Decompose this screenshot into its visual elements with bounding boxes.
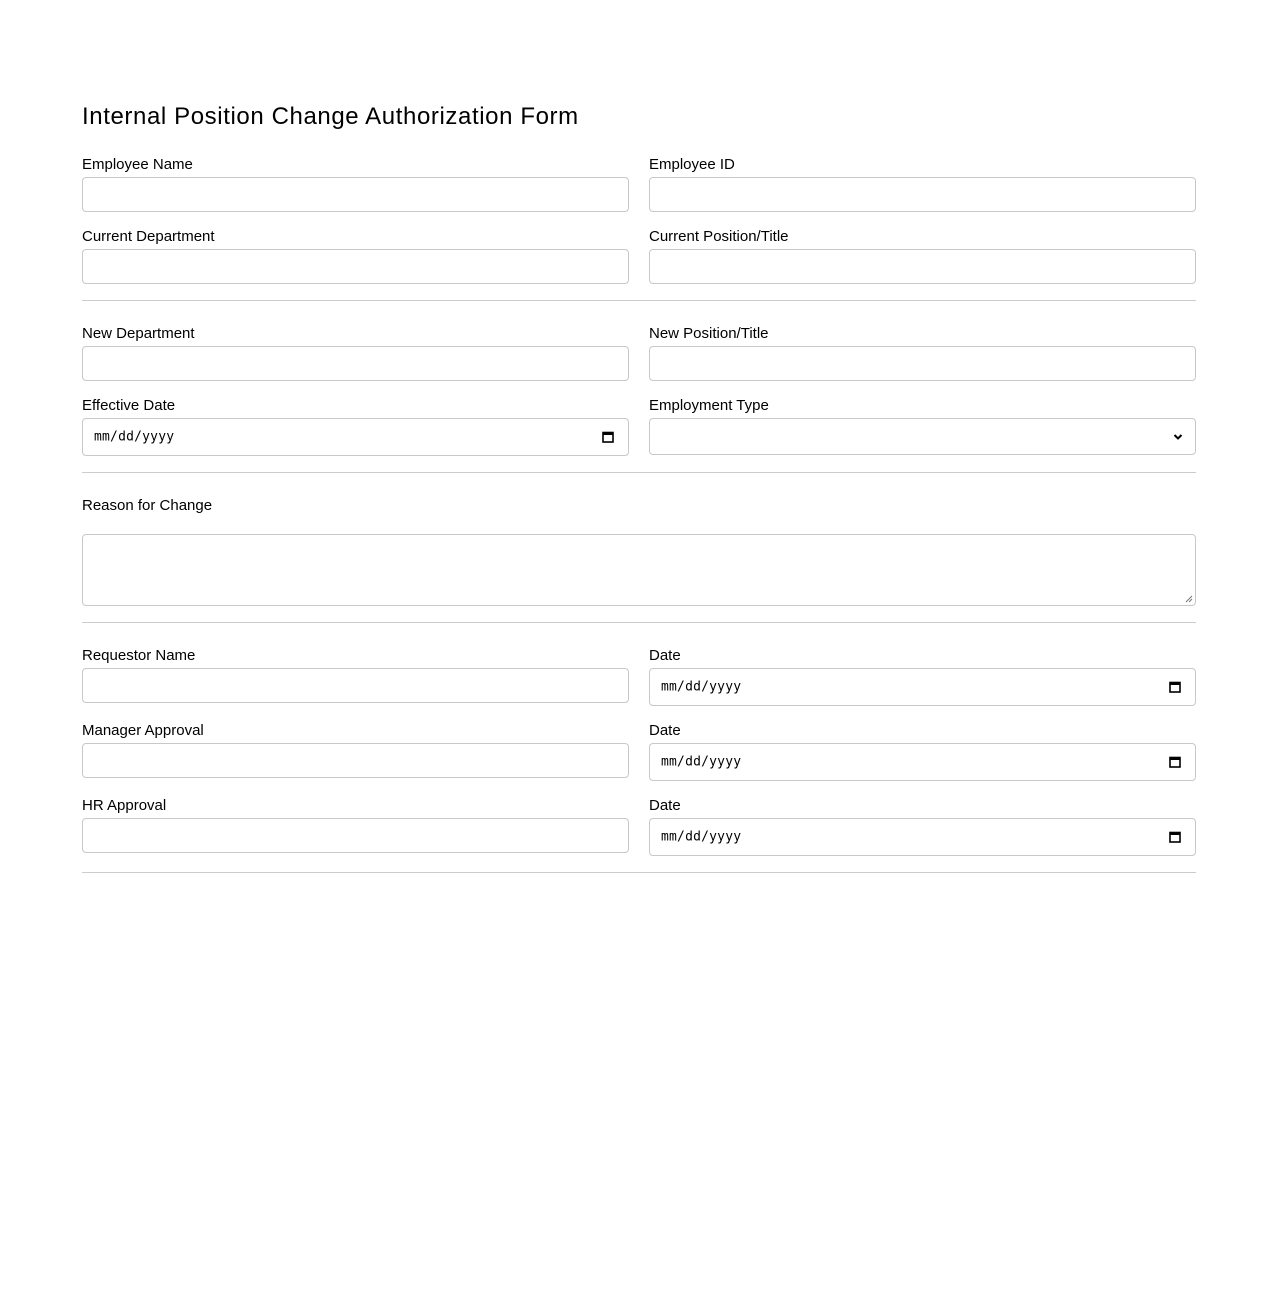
section-divider bbox=[82, 872, 1196, 873]
new-department-label: New Department bbox=[82, 325, 195, 342]
effective-date-label: Effective Date bbox=[82, 397, 176, 414]
calendar-icon[interactable] bbox=[1169, 831, 1181, 843]
reason-textarea[interactable] bbox=[82, 534, 1196, 606]
manager-date-label: Date bbox=[649, 722, 681, 739]
new-department-input[interactable] bbox=[82, 346, 629, 381]
current-position-label: Current Position/Title bbox=[649, 228, 789, 245]
calendar-icon[interactable] bbox=[1169, 756, 1181, 768]
manager-approval-input[interactable] bbox=[82, 743, 629, 778]
new-position-input[interactable] bbox=[649, 346, 1196, 381]
date-placeholder: mm/dd/yyyy bbox=[94, 429, 175, 445]
calendar-icon[interactable] bbox=[1169, 681, 1181, 693]
effective-date-input[interactable] bbox=[82, 418, 629, 456]
new-position-label: New Position/Title bbox=[649, 325, 769, 342]
requestor-name-label: Requestor Name bbox=[82, 647, 196, 664]
employment-type-select[interactable] bbox=[649, 418, 1196, 455]
employee-name-label: Employee Name bbox=[82, 156, 193, 173]
reason-label: Reason for Change bbox=[82, 497, 213, 514]
date-placeholder: mm/dd/yyyy bbox=[661, 679, 742, 695]
current-department-input[interactable] bbox=[82, 249, 629, 284]
employee-id-label: Employee ID bbox=[649, 156, 735, 173]
calendar-icon[interactable] bbox=[602, 431, 614, 443]
requestor-name-input[interactable] bbox=[82, 668, 629, 703]
requestor-date-input[interactable] bbox=[649, 668, 1196, 706]
current-position-input[interactable] bbox=[649, 249, 1196, 284]
hr-approval-label: HR Approval bbox=[82, 797, 167, 814]
hr-date-input[interactable] bbox=[649, 818, 1196, 856]
resize-handle-icon[interactable] bbox=[1185, 595, 1193, 603]
current-department-label: Current Department bbox=[82, 228, 215, 245]
manager-approval-label: Manager Approval bbox=[82, 722, 204, 739]
employee-id-input[interactable] bbox=[649, 177, 1196, 212]
manager-date-input[interactable] bbox=[649, 743, 1196, 781]
date-placeholder: mm/dd/yyyy bbox=[661, 754, 742, 770]
employee-name-input[interactable] bbox=[82, 177, 629, 212]
hr-date-label: Date bbox=[649, 797, 681, 814]
section-divider bbox=[82, 300, 1196, 301]
hr-approval-input[interactable] bbox=[82, 818, 629, 853]
date-placeholder: mm/dd/yyyy bbox=[661, 829, 742, 845]
section-divider bbox=[82, 622, 1196, 623]
employment-type-label: Employment Type bbox=[649, 397, 769, 414]
section-divider bbox=[82, 472, 1196, 473]
requestor-date-label: Date bbox=[649, 647, 681, 664]
chevron-down-icon bbox=[1173, 433, 1183, 441]
page-title: Internal Position Change Authorization Form bbox=[82, 103, 579, 130]
